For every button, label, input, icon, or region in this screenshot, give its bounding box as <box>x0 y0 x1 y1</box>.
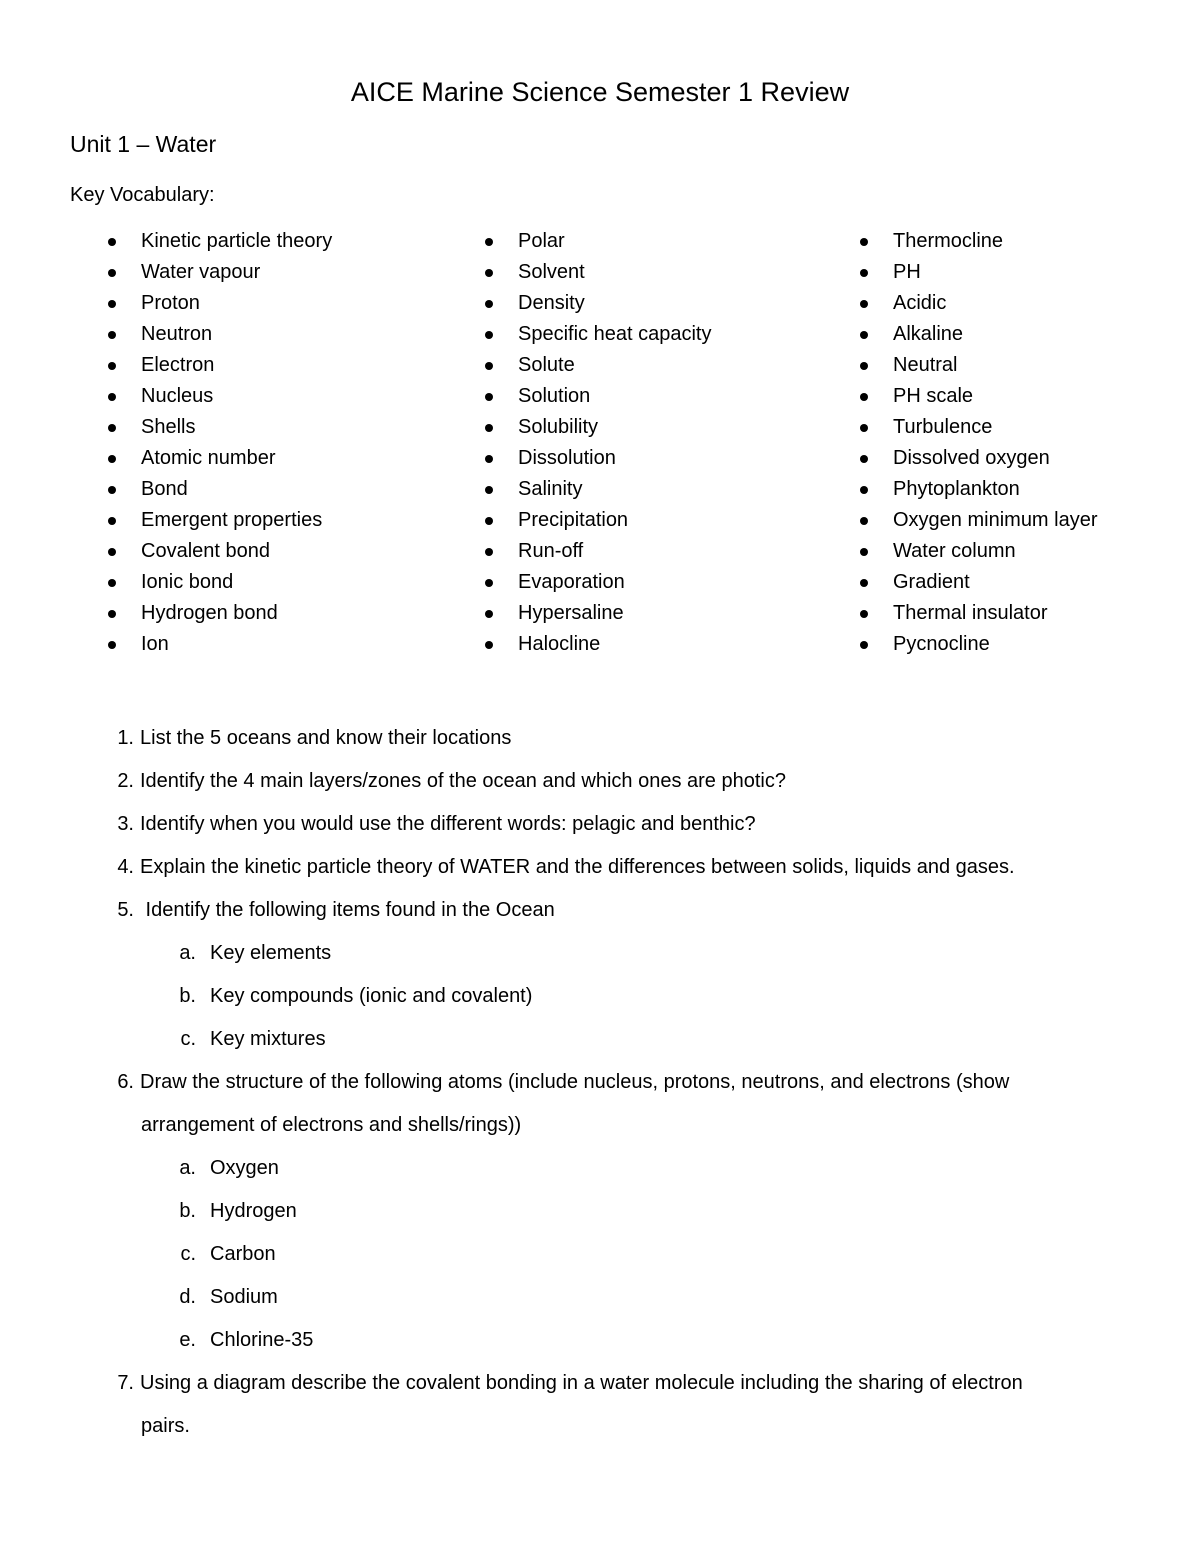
bullet-icon <box>108 641 116 649</box>
bullet-icon <box>860 517 868 525</box>
bullet-icon <box>485 331 493 339</box>
vocab-item: Polar <box>518 226 711 257</box>
bullet-icon <box>108 331 116 339</box>
bullet-icon <box>485 641 493 649</box>
vocab-item: Neutron <box>141 319 332 350</box>
vocab-item: Solution <box>518 381 711 412</box>
bullet-icon <box>860 610 868 618</box>
bullet-icon <box>860 486 868 494</box>
vocab-item: Electron <box>141 350 332 381</box>
vocab-item: Atomic number <box>141 443 332 474</box>
vocab-item: Run-off <box>518 536 711 567</box>
vocab-item: Oxygen minimum layer <box>893 505 1098 536</box>
bullet-icon <box>108 486 116 494</box>
bullet-icon <box>108 579 116 587</box>
bullet-icon <box>860 579 868 587</box>
vocab-item: Evaporation <box>518 567 711 598</box>
question-6-continuation: arrangement of electrons and shells/rings)) <box>141 1114 522 1136</box>
vocabulary-column-1 <box>141 226 332 660</box>
vocab-item: Precipitation <box>518 505 711 536</box>
bullet-icon <box>485 579 493 587</box>
vocab-item: Thermocline <box>893 226 1098 257</box>
bullet-icon <box>108 424 116 432</box>
bullet-icon <box>860 548 868 556</box>
vocab-item: Hydrogen bond <box>141 598 332 629</box>
vocab-item: Dissolution <box>518 443 711 474</box>
vocab-item: Pycnocline <box>893 629 1098 660</box>
vocab-item: PH scale <box>893 381 1098 412</box>
vocab-item: Solvent <box>518 257 711 288</box>
bullet-icon <box>860 424 868 432</box>
bullet-icon <box>108 393 116 401</box>
vocab-item: Ion <box>141 629 332 660</box>
bullet-icon <box>108 269 116 277</box>
vocab-item: Density <box>518 288 711 319</box>
bullet-icon <box>860 393 868 401</box>
vocab-item: Halocline <box>518 629 711 660</box>
bullet-icon <box>485 393 493 401</box>
bullet-icon <box>108 548 116 556</box>
bullet-icon <box>108 517 116 525</box>
vocab-item: Nucleus <box>141 381 332 412</box>
vocab-item: Water vapour <box>141 257 332 288</box>
vocab-item: Ionic bond <box>141 567 332 598</box>
bullet-icon <box>108 610 116 618</box>
vocab-item: Water column <box>893 536 1098 567</box>
vocab-item: Salinity <box>518 474 711 505</box>
vocab-item: Dissolved oxygen <box>893 443 1098 474</box>
bullet-icon <box>860 362 868 370</box>
page-title: AICE Marine Science Semester 1 Review <box>350 77 850 107</box>
vocab-item: Neutral <box>893 350 1098 381</box>
vocab-item: Proton <box>141 288 332 319</box>
bullet-icon <box>860 641 868 649</box>
bullet-icon <box>485 362 493 370</box>
bullet-icon <box>860 331 868 339</box>
vocab-item: Phytoplankton <box>893 474 1098 505</box>
vocab-item: Solute <box>518 350 711 381</box>
vocabulary-column-3 <box>893 226 1098 660</box>
vocab-item: Alkaline <box>893 319 1098 350</box>
bullet-icon <box>860 300 868 308</box>
vocab-item: Acidic <box>893 288 1098 319</box>
bullet-icon <box>108 455 116 463</box>
vocab-item: Shells <box>141 412 332 443</box>
vocab-item: Covalent bond <box>141 536 332 567</box>
vocab-item: Emergent properties <box>141 505 332 536</box>
bullet-icon <box>485 455 493 463</box>
vocab-item: Specific heat capacity <box>518 319 711 350</box>
bullet-icon <box>485 269 493 277</box>
vocab-item: PH <box>893 257 1098 288</box>
bullet-icon <box>485 548 493 556</box>
bullet-icon <box>485 238 493 246</box>
bullet-icon <box>485 486 493 494</box>
vocab-item: Turbulence <box>893 412 1098 443</box>
question-7-continuation: pairs. <box>141 1415 190 1437</box>
unit-heading: Unit 1 – Water <box>70 131 217 157</box>
bullet-icon <box>108 300 116 308</box>
vocab-item: Bond <box>141 474 332 505</box>
vocabulary-heading: Key Vocabulary: <box>70 184 215 206</box>
bullet-icon <box>485 610 493 618</box>
vocabulary-column-2 <box>518 226 711 660</box>
bullet-icon <box>108 362 116 370</box>
vocab-item: Hypersaline <box>518 598 711 629</box>
bullet-icon <box>485 517 493 525</box>
bullet-icon <box>485 300 493 308</box>
bullet-icon <box>485 424 493 432</box>
vocab-item: Kinetic particle theory <box>141 226 332 257</box>
bullet-icon <box>860 269 868 277</box>
vocab-item: Gradient <box>893 567 1098 598</box>
vocab-item: Thermal insulator <box>893 598 1098 629</box>
bullet-icon <box>860 238 868 246</box>
bullet-icon <box>108 238 116 246</box>
vocab-item: Solubility <box>518 412 711 443</box>
bullet-icon <box>860 455 868 463</box>
